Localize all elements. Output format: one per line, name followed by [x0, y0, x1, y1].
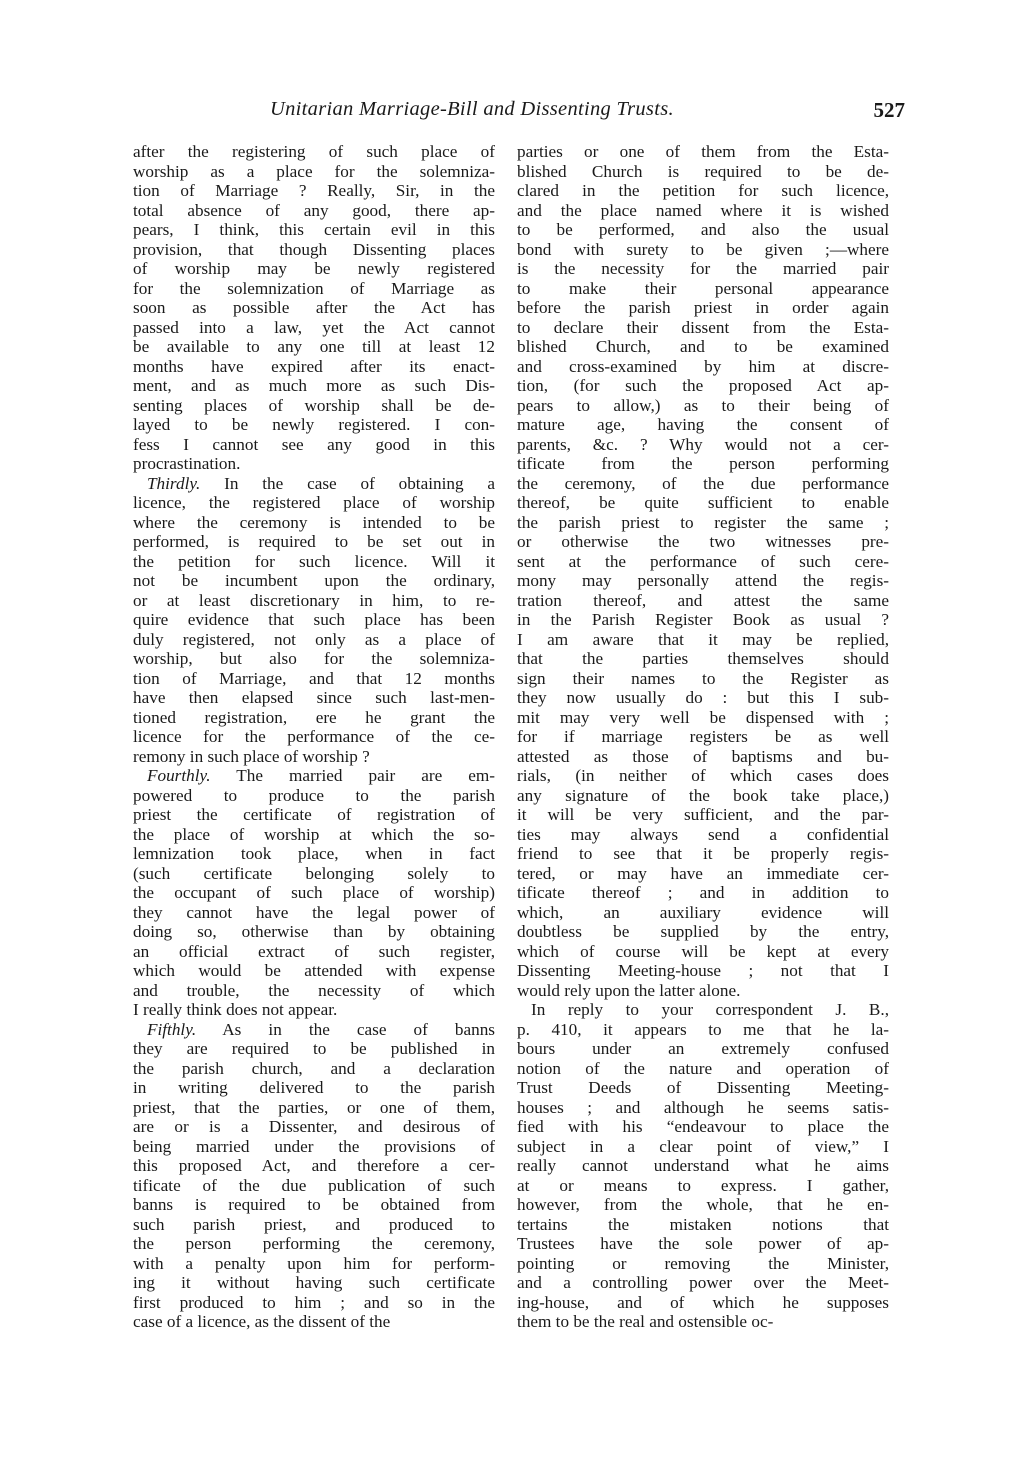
text-line: are or is a Dissenter, and desirous of: [133, 1117, 495, 1136]
text-line: clared in the petition for such licence,: [517, 181, 889, 200]
text-line: p. 410, it appears to me that he la-: [517, 1019, 889, 1039]
text-line: quire evidence that such place has been: [133, 610, 495, 629]
text-line: that the parties themselves should: [517, 649, 889, 668]
text-line: before the parish priest in order again: [517, 298, 889, 317]
text-line: doubtless be supplied by the entry,: [517, 922, 889, 941]
left-column: [133, 142, 495, 1332]
text-line: for if marriage registers be as well: [517, 727, 889, 746]
text-line: I really think does not appear.: [133, 1000, 338, 1019]
text-line: an official extract of such register,: [133, 941, 495, 961]
text-line: tration thereof, and attest the same: [517, 590, 889, 610]
text-line: Fourthly. The married pair are em-: [147, 766, 495, 785]
text-line: ment, and as much more as such Dis-: [133, 376, 495, 395]
text-line: houses ; and although he seems satis-: [517, 1097, 889, 1117]
text-line: the parish priest to register the same ;: [517, 512, 889, 532]
text-line: this proposed Act, and therefore a cer-: [133, 1156, 495, 1175]
text-line: tertains the mistaken notions that: [517, 1214, 889, 1234]
text-line: parties or one of them from the Esta-: [517, 142, 889, 161]
text-line: duly registered, not only as a place of: [133, 629, 495, 649]
text-line: Fifthly. As in the case of banns: [147, 1019, 495, 1039]
text-line: tion of Marriage ? Really, Sir, in the: [133, 181, 495, 200]
text-line: ing it without having such certificate: [133, 1273, 495, 1292]
text-line: the ceremony, of the due performance: [517, 473, 889, 493]
text-line: tificate of the due publication of such: [133, 1175, 495, 1195]
text-line: and cross-examined by him at discre-: [517, 356, 889, 376]
text-line: (such certificate belonging solely to: [133, 863, 495, 883]
text-line: however, from the whole, that he en-: [517, 1195, 889, 1214]
text-line: to declare their dissent from the Esta-: [517, 317, 889, 337]
text-line: subject in a clear point of view,” I: [517, 1136, 889, 1156]
text-line: which, an auxiliary evidence will: [517, 902, 889, 922]
text-line: the occupant of such place of worship): [133, 883, 495, 902]
text-line: or at least discretionary in him, to re-: [133, 590, 495, 610]
text-line: them to be the real and ostensible oc-: [517, 1312, 774, 1331]
text-line: lemnization took place, when in fact: [133, 844, 495, 863]
text-line: and the place named where it is wished: [517, 200, 889, 220]
text-line: Trustees have the sole power of ap-: [517, 1234, 889, 1253]
text-line: bours under an extremely confused: [517, 1039, 889, 1058]
text-line: powered to produce to the parish: [133, 785, 495, 805]
text-line: in writing delivered to the parish: [133, 1078, 495, 1097]
text-line: pointing or removing the Minister,: [517, 1253, 889, 1273]
text-line: pears, I think, this certain evil in this: [133, 220, 495, 239]
text-line: at or means to express. I gather,: [517, 1175, 889, 1195]
running-head: [130, 98, 905, 128]
text-line: be available to any one till at least 12: [133, 337, 495, 356]
text-line: the parish church, and a declaration: [133, 1058, 495, 1078]
text-line: and a controlling power over the Meet-: [517, 1273, 889, 1292]
text-line: the petition for such licence. Will it: [133, 551, 495, 571]
text-line: sign their names to the Register as: [517, 668, 889, 688]
text-line: for the solemnization of Marriage as: [133, 278, 495, 298]
text-line: mony may personally attend the regis-: [517, 571, 889, 590]
text-line: licence, the registered place of worship: [133, 493, 495, 512]
text-line: they now usually do : but this I sub-: [517, 688, 889, 707]
text-line: pears to allow,) as to their being of: [517, 395, 889, 415]
text-line: fess I cannot see any good in this: [133, 434, 495, 454]
text-line: remony in such place of worship ?: [133, 746, 370, 766]
text-line: soon as possible after the Act has: [133, 298, 495, 317]
text-line: not be incumbent upon the ordinary,: [133, 571, 495, 590]
text-line: bond with surety to be given ;—where: [517, 239, 889, 259]
text-line: senting places of worship shall be de-: [133, 395, 495, 415]
text-line: tion of Marriage, and that 12 months: [133, 668, 495, 688]
text-line: tificate thereof ; and in addition to: [517, 883, 889, 902]
text-line: and trouble, the necessity of which: [133, 980, 495, 1000]
text-line: priest, that the parties, or one of them,: [133, 1097, 495, 1117]
text-line: being married under the provisions of: [133, 1136, 495, 1156]
text-line: provision, that though Dissenting places: [133, 239, 495, 259]
text-line: it will be very sufficient, and the par-: [517, 805, 889, 824]
text-line: ties may always send a confidential: [517, 824, 889, 844]
text-line: Trust Deeds of Dissenting Meeting-: [517, 1078, 889, 1097]
text-line: total absence of any good, there ap-: [133, 200, 495, 220]
text-line: really cannot understand what he aims: [517, 1156, 889, 1175]
text-line: after the registering of such place of: [133, 142, 495, 161]
text-line: doing so, otherwise than by obtaining: [133, 922, 495, 941]
text-line: with a penalty upon him for perform-: [133, 1253, 495, 1273]
text-line: to make their personal appearance: [517, 278, 889, 298]
text-line: In reply to your correspondent J. B.,: [531, 1000, 889, 1019]
text-line: attested as those of baptisms and bu-: [517, 746, 889, 766]
text-line: passed into a law, yet the Act cannot: [133, 317, 495, 337]
text-line: first produced to him ; and so in the: [133, 1292, 495, 1312]
text-line: tioned registration, ere he grant the: [133, 707, 495, 727]
text-line: in the Parish Register Book as usual ?: [517, 610, 889, 629]
text-line: of worship may be newly registered: [133, 259, 495, 278]
text-line: friend to see that it be properly regis-: [517, 844, 889, 863]
text-line: worship, but also for the solemniza-: [133, 649, 495, 668]
text-line: blished Church is required to be de-: [517, 161, 889, 181]
text-line: where the ceremony is intended to be: [133, 512, 495, 532]
text-line: worship as a place for the solemniza-: [133, 161, 495, 181]
text-line: they cannot have the legal power of: [133, 902, 495, 922]
text-line: tificate from the person performing: [517, 454, 889, 473]
text-line: rials, (in neither of which cases does: [517, 766, 889, 785]
text-line: which would be attended with expense: [133, 961, 495, 980]
text-line: or otherwise the two witnesses pre-: [517, 532, 889, 551]
text-line: to be performed, and also the usual: [517, 220, 889, 239]
text-line: mature age, having the consent of: [517, 415, 889, 434]
text-line: layed to be newly registered. I con-: [133, 415, 495, 434]
text-line: is the necessity for the married pair: [517, 259, 889, 278]
text-line: thereof, be quite sufficient to enable: [517, 493, 889, 512]
text-line: tered, or may have an immediate cer-: [517, 863, 889, 883]
text-line: parents, &c. ? Why would not a cer-: [517, 434, 889, 454]
text-line: banns is required to be obtained from: [133, 1195, 495, 1214]
right-column: [517, 142, 889, 1332]
text-line: months have expired after its enact-: [133, 356, 495, 376]
text-line: the person performing the ceremony,: [133, 1234, 495, 1253]
text-line: would rely upon the latter alone.: [517, 980, 741, 1000]
text-line: the place of worship at which the so-: [133, 824, 495, 844]
text-line: priest the certificate of registration of: [133, 805, 495, 824]
text-line: I am aware that it may be replied,: [517, 629, 889, 649]
text-line: licence for the performance of the ce-: [133, 727, 495, 746]
text-line: performed, is required to be set out in: [133, 532, 495, 551]
text-line: which of course will be kept at every: [517, 941, 889, 961]
text-line: Dissenting Meeting-house ; not that I: [517, 961, 889, 980]
text-line: Thirdly. In the case of obtaining a: [147, 473, 495, 493]
page-number: 527: [873, 98, 905, 122]
text-line: they are required to be published in: [133, 1039, 495, 1058]
text-line: case of a licence, as the dissent of the: [133, 1312, 391, 1331]
text-line: notion of the nature and operation of: [517, 1058, 889, 1078]
text-line: ing-house, and of which he supposes: [517, 1292, 889, 1312]
text-line: procrastination.: [133, 454, 241, 473]
text-line: sent at the performance of such cere-: [517, 551, 889, 571]
text-line: fied with his “endeavour to place the: [517, 1117, 889, 1136]
text-line: such parish priest, and produced to: [133, 1214, 495, 1234]
text-line: mit may very well be dispensed with ;: [517, 707, 889, 727]
text-line: have then elapsed since such last-men-: [133, 688, 495, 707]
text-line: tion, (for such the proposed Act ap-: [517, 376, 889, 395]
text-line: blished Church, and to be examined: [517, 337, 889, 356]
text-line: any signature of the book take place,): [517, 785, 889, 805]
running-title: Unitarian Marriage-Bill and Dissenting Trusts.: [270, 98, 674, 120]
